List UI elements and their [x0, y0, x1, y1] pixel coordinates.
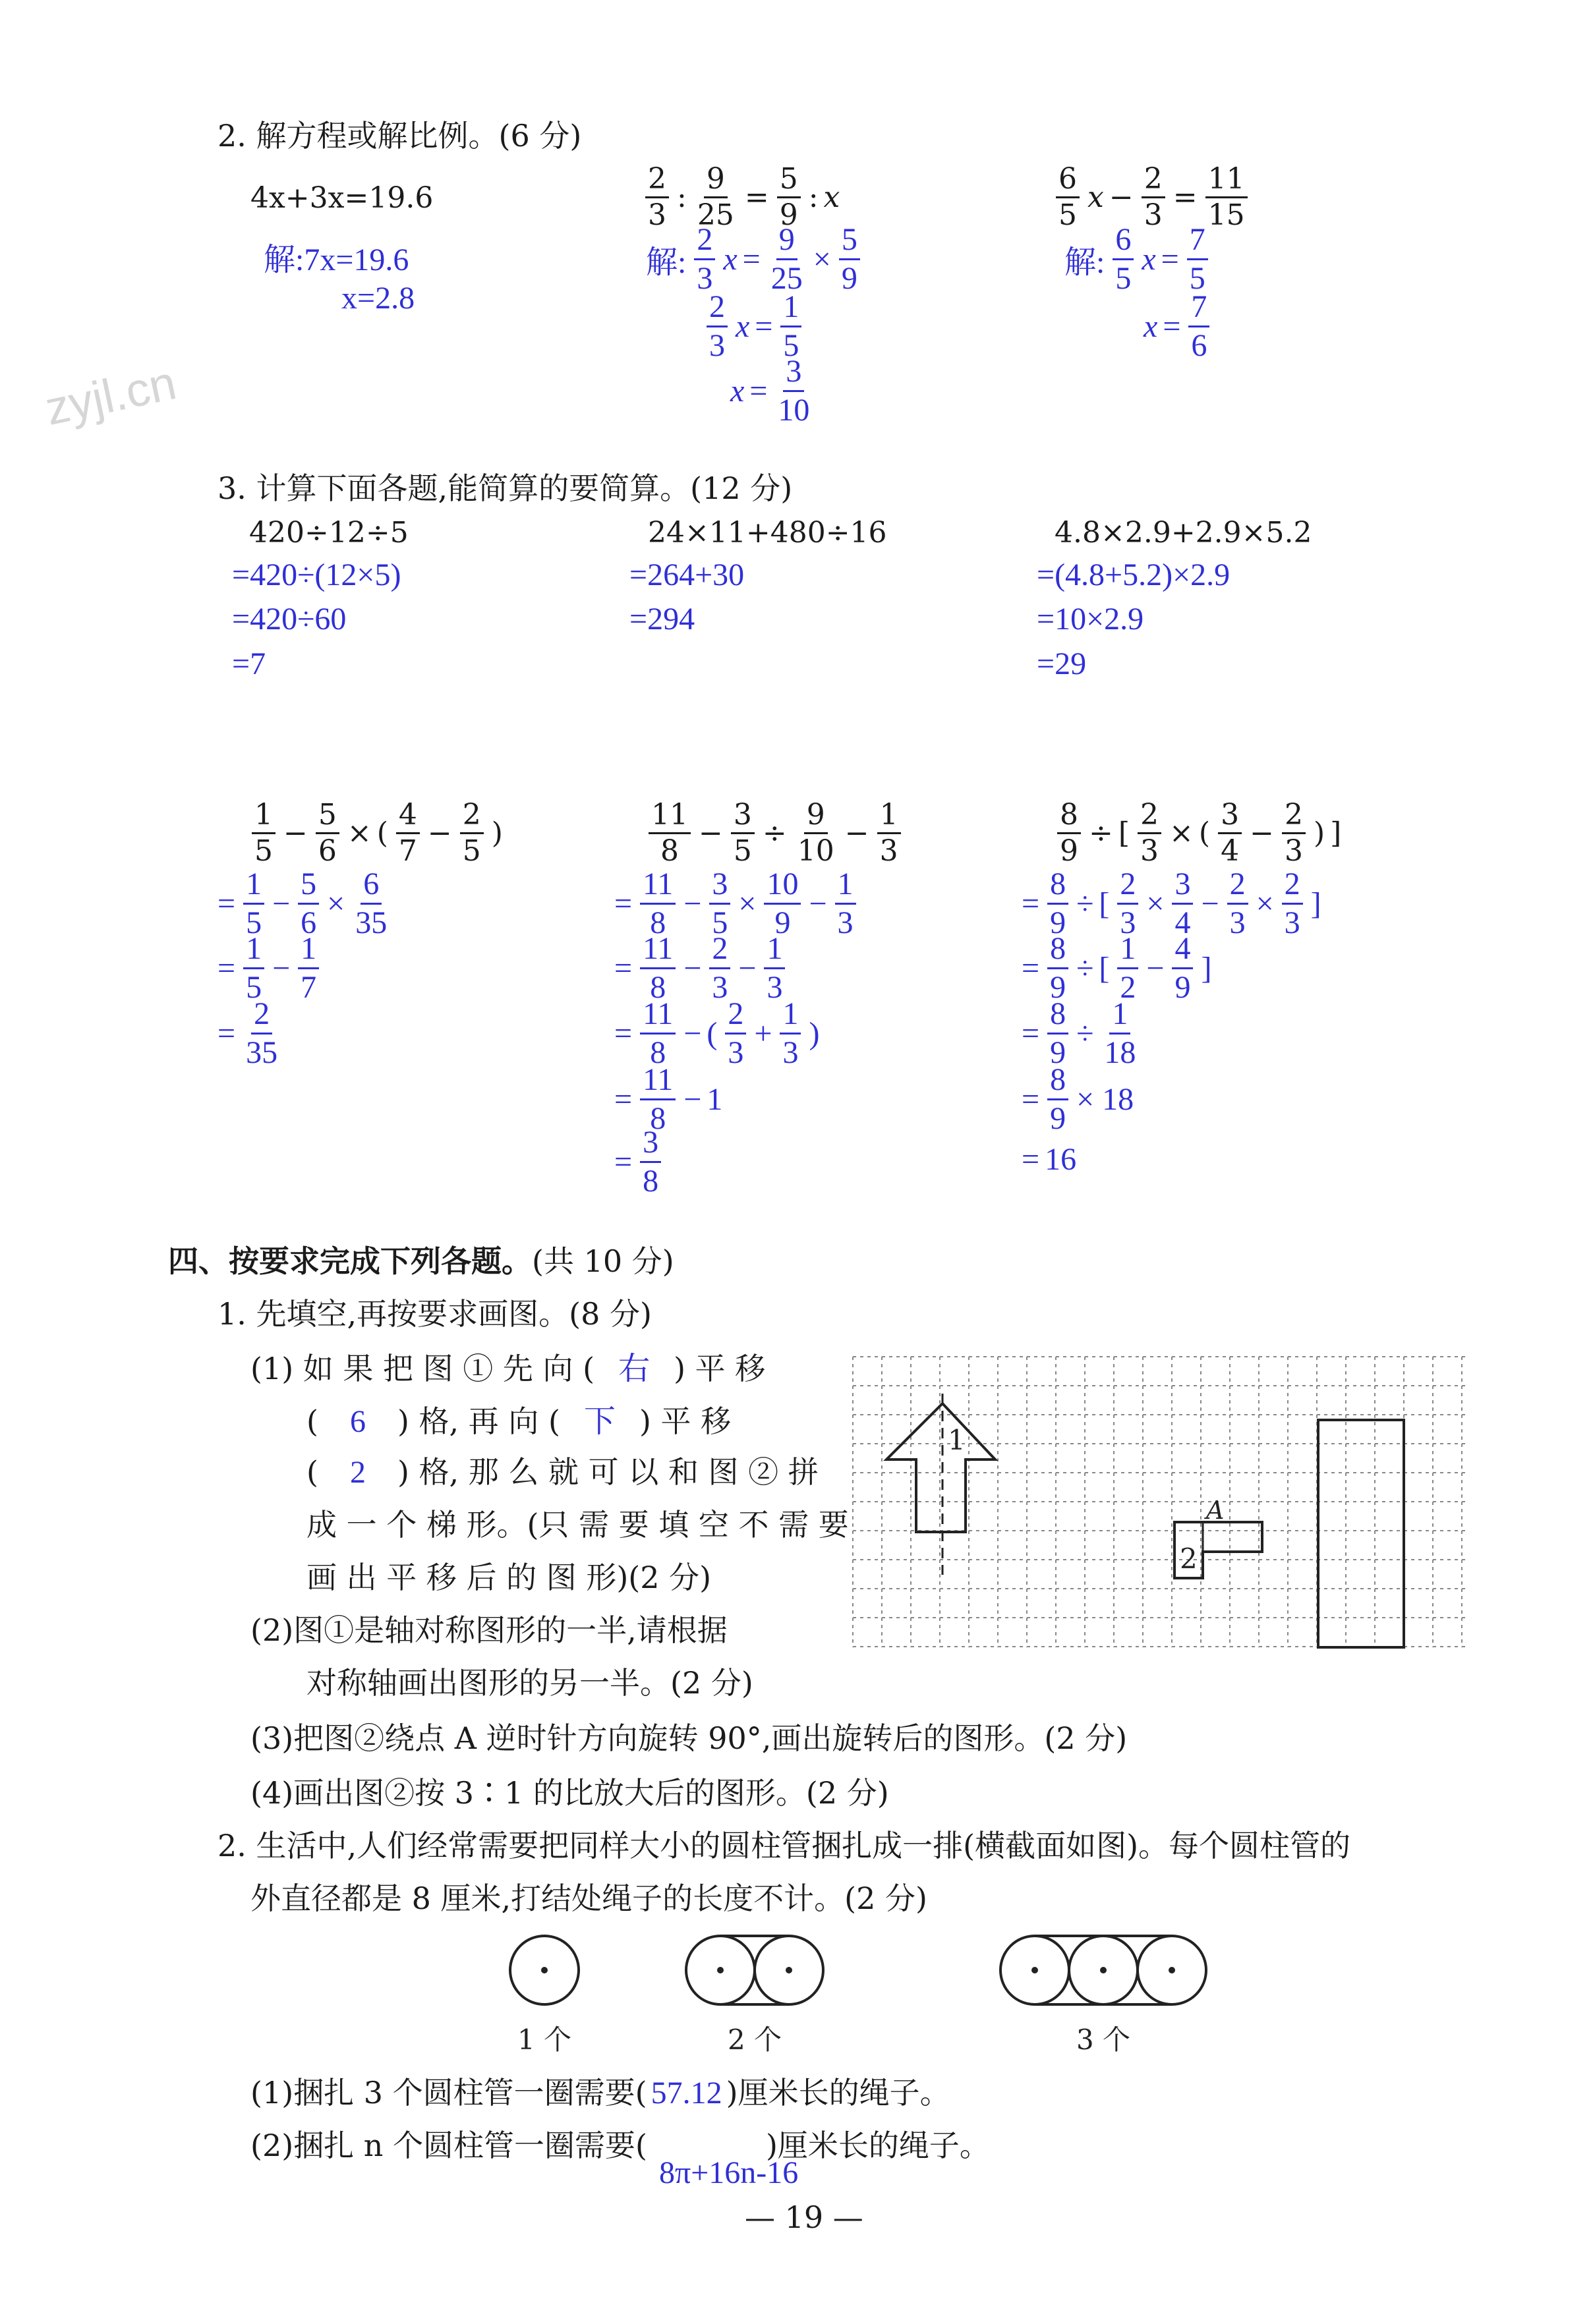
- cylinder-label-3: 3 个: [1076, 2024, 1131, 2056]
- calc5-step3: = $\frac{11}{8}$ − ( $\frac{2}{3}$ + $\frac{1}{3}$ ): [614, 996, 820, 1070]
- calc3-step1: =(4.8+5.2)×2.9: [1037, 557, 1231, 592]
- calc6-step3: = $\frac{8}{9}$ ÷ $\frac{1}{18}$: [1022, 996, 1136, 1070]
- calc3-step2: =10×2.9: [1037, 602, 1144, 637]
- calc1-step2: =420÷60: [232, 602, 347, 637]
- figure-1-half-arrow: [886, 1403, 995, 1532]
- cylinder-figure: [501, 1934, 1226, 2085]
- calc4-problem: $\frac{1}{5}$ − $\frac{5}{6}$ × ( $\frac{4}{7}$ − $\frac{2}{5}$ ): [249, 801, 503, 866]
- watermark: zyjl.cn: [40, 356, 181, 436]
- calc6-step5: = 16: [1022, 1142, 1077, 1177]
- calc5-step4: = $\frac{11}{8}$ − 1: [614, 1062, 723, 1136]
- eq1-step1: 解:7x=19.6: [264, 242, 409, 277]
- q2-title: 2. 解方程或解比例。(6 分): [217, 118, 582, 154]
- page-number: — 19 —: [745, 2199, 863, 2235]
- q2-part2-answer: 8π+16n-16: [659, 2155, 799, 2190]
- p1-line1: (1) 如 果 把 图 ① 先 向 ( 右 ) 平 移: [250, 1351, 766, 1386]
- calc6-problem: $\frac{8}{9}$ ÷ [ $\frac{2}{3}$ × ( $\frac{3}{4}$ − $\frac{2}{3}$ ) ]: [1055, 801, 1341, 866]
- calc6-step2: = $\frac{8}{9}$ ÷ [ $\frac{1}{2}$ − $\frac{4}{9}$ ]: [1022, 931, 1212, 1005]
- cylinder-group-2: [686, 1936, 823, 2004]
- p1-line4: 成 一 个 梯 形。(只 需 要 填 空 不 需 要: [306, 1507, 849, 1543]
- calc5-step2: = $\frac{11}{8}$ − $\frac{2}{3}$ − $\frac{1}{3}$: [614, 933, 788, 1004]
- eq2-problem: $\frac{2}{3}$ : $\frac{9}{25}$ = $\frac{5}{9}$ : x: [643, 165, 840, 230]
- calc2-problem: 24×11+480÷16: [648, 516, 887, 550]
- calc4-step2: = $\frac{1}{5}$ − $\frac{1}{7}$: [217, 933, 322, 1004]
- p1-line3: ( 2 ) 格, 那 么 就 可 以 和 图 ② 拼: [306, 1454, 819, 1490]
- eq3-problem: $\frac{6}{5}$ x − $\frac{2}{3}$ = $\frac{11}{15}$: [1053, 165, 1250, 230]
- eq3-step2: x = $\frac{7}{6}$: [1144, 291, 1212, 362]
- eq1-step2: x=2.8: [341, 281, 415, 316]
- calc6-step4: = $\frac{8}{9}$ × 18: [1022, 1062, 1134, 1136]
- cylinder-group-3: [1000, 1936, 1206, 2004]
- eq3-step1: 解: $\frac{6}{5}$ x = $\frac{7}{5}$: [1064, 224, 1211, 295]
- calc1-step1: =420÷(12×5): [232, 557, 401, 592]
- calc3-step3: =29: [1037, 646, 1087, 681]
- calc5-step5: = $\frac{3}{8}$: [614, 1127, 664, 1197]
- cylinder-group-1: [510, 1936, 579, 2004]
- p1-line2: ( 6 ) 格, 再 向 ( 下 ) 平 移: [306, 1403, 732, 1439]
- p2-line1: (2)图①是轴对称图形的一半,请根据: [250, 1612, 728, 1648]
- p3-line: (3)把图②绕点 A 逆时针方向旋转 90°,画出旋转后的图形。(2 分): [250, 1720, 1128, 1756]
- q2-part2: (2)捆扎 n 个圆柱管一圈需要( )厘米长的绳子。: [250, 2128, 990, 2163]
- grid-lines: [853, 1357, 1468, 1647]
- figure-rectangle: [1318, 1420, 1404, 1647]
- s4-q2-line1: 2. 生活中,人们经常需要把同样大小的圆柱管捆扎成一排(横截面如图)。每个圆柱管的: [217, 1828, 1351, 1863]
- calc4-step1: = $\frac{1}{5}$ − $\frac{5}{6}$ × $\frac{6}{35}$: [217, 866, 388, 940]
- point-a-label: A: [1206, 1496, 1225, 1525]
- section4-title: 四、按要求完成下列各题。(共 10 分): [168, 1243, 674, 1279]
- q2-part1: (1)捆扎 3 个圆柱管一圈需要( 57.12 )厘米长的绳子。: [250, 2075, 950, 2111]
- eq2-step3: x = $\frac{3}{10}$: [730, 354, 810, 428]
- calc2-step1: =264+30: [629, 557, 745, 592]
- calc2-step2: =294: [629, 602, 695, 637]
- figure-1-label: 1: [948, 1424, 966, 1456]
- cylinder-label-2: 2 个: [727, 2024, 782, 2056]
- s4-q2-line2: 外直径都是 8 厘米,打结处绳子的长度不计。(2 分): [250, 1881, 927, 1916]
- calc4-step3: = $\frac{2}{35}$: [217, 996, 278, 1070]
- eq2-step2: $\frac{2}{3}$ x = $\frac{1}{5}$: [704, 291, 804, 362]
- figure-2-label: 2: [1180, 1543, 1198, 1575]
- grid-figure: [850, 1354, 1476, 1651]
- calc1-step3: =7: [232, 646, 266, 681]
- p4-line: (4)画出图②按 3∶1 的比放大后的图形。(2 分): [250, 1775, 889, 1811]
- p2-line2: 对称轴画出图形的另一半。(2 分): [306, 1665, 753, 1701]
- q3-title: 3. 计算下面各题,能简算的要简算。(12 分): [217, 470, 793, 506]
- calc5-step1: = $\frac{11}{8}$ − $\frac{3}{5}$ × $\frac{10}{9}$ − $\frac{1}{3}$: [614, 868, 859, 939]
- calc1-problem: 420÷12÷5: [249, 516, 409, 550]
- eq2-step1: 解: $\frac{2}{3}$ x = $\frac{9}{25}$ × $\frac{5}{9}$: [646, 224, 863, 295]
- p1-line5: 画 出 平 移 后 的 图 形)(2 分): [306, 1560, 712, 1595]
- calc6-step1: = $\frac{8}{9}$ ÷ [ $\frac{2}{3}$ × $\frac{3}{4}$ − $\frac{2}{3}$ × $\frac{2}{3}$ ]: [1022, 866, 1321, 940]
- cylinder-label-1: 1 个: [517, 2024, 572, 2056]
- calc3-problem: 4.8×2.9+2.9×5.2: [1055, 516, 1312, 550]
- s4-q1-title: 1. 先填空,再按要求画图。(8 分): [217, 1296, 652, 1332]
- eq1-problem: 4x+3x=19.6: [250, 181, 434, 215]
- calc5-problem: $\frac{11}{8}$ − $\frac{3}{5}$ ÷ $\frac{9}{10}$ − $\frac{1}{3}$: [646, 801, 904, 866]
